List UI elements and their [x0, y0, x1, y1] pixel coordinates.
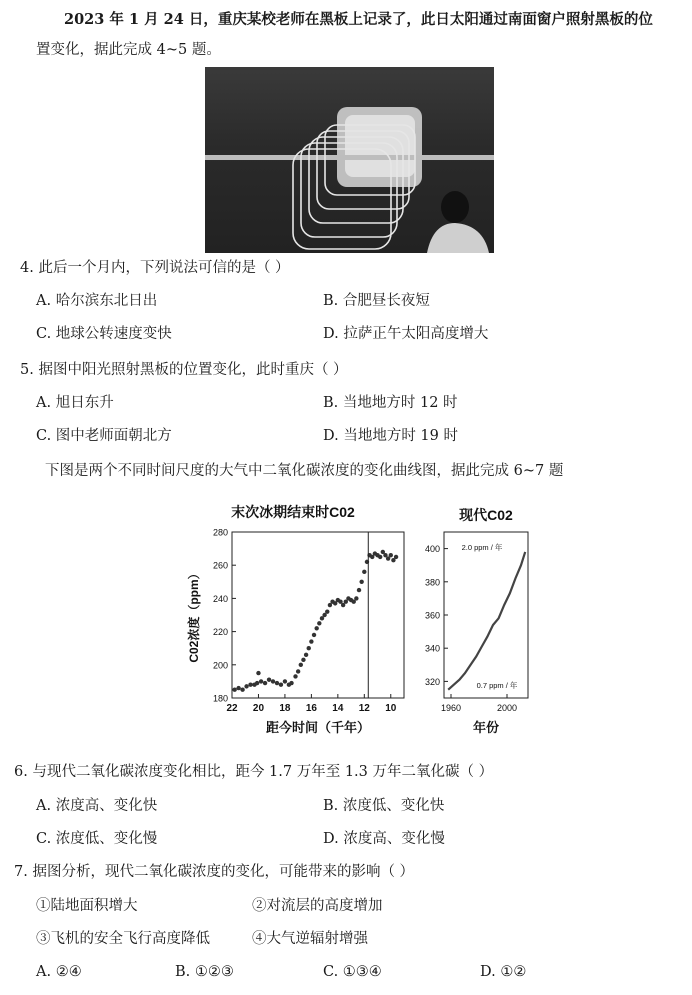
question-6-stem: 6. 与现代二氧化碳浓度变化相比，距今 1.7 万年至 1.3 万年二氧化碳（ ） [14, 764, 494, 780]
chart1-point [248, 683, 252, 687]
q4-option-a[interactable]: A. 哈尔滨东北日出 [36, 293, 158, 309]
q6-option-c[interactable]: C. 浓度低、变化慢 [36, 831, 158, 847]
chart1-point [236, 686, 240, 690]
chart2-ytick-label: 380 [424, 577, 440, 588]
chart1-point [307, 646, 311, 650]
blackboard-drawing [205, 67, 494, 253]
chart1-xlabel: 距今时间（千年） [265, 720, 371, 735]
chart1-point [289, 681, 293, 685]
co2-charts [186, 500, 531, 740]
q4-option-c[interactable]: C. 地球公转速度变快 [36, 326, 172, 342]
chart1-point [362, 570, 366, 574]
chart1-point [357, 588, 361, 592]
chart1-point [378, 555, 382, 559]
chart1-point [389, 553, 393, 557]
q7-option-d[interactable]: D. ①② [480, 964, 527, 980]
chart1-ytick-label: 220 [212, 627, 228, 638]
chart2-ytick-label: 320 [424, 676, 440, 687]
q7-option-a[interactable]: A. ②④ [36, 964, 82, 980]
chart1-ytick-label: 260 [212, 560, 228, 571]
chart1-xtick-label: 12 [358, 703, 370, 714]
chart2-frame [444, 532, 528, 698]
chart1-point [275, 681, 279, 685]
question-5-stem: 5. 据图中阳光照射黑板的位置变化，此时重庆（ ） [20, 362, 348, 378]
question-7-stem: 7. 据图分析，现代二氧化碳浓度的变化，可能带来的影响（ ） [14, 864, 415, 880]
chart1-point [314, 626, 318, 630]
q6-option-b[interactable]: B. 浓度低、变化快 [323, 798, 445, 814]
chart1-point [232, 688, 236, 692]
chart1-point [301, 658, 305, 662]
chart1-point [304, 653, 308, 657]
chart1-xtick-label: 10 [385, 703, 397, 714]
q4-option-b[interactable]: B. 合肥昼长夜短 [323, 293, 430, 309]
q5-option-c[interactable]: C. 图中老师面朝北方 [36, 428, 172, 444]
chart1-point [317, 621, 321, 625]
chart2-xtick-label: 1960 [440, 703, 462, 713]
q5-option-a[interactable]: A. 旭日东升 [36, 395, 114, 411]
chart1-ytick-label: 280 [212, 527, 228, 538]
chart1-point [256, 671, 260, 675]
q7-statement-1: ①陆地面积增大 [36, 898, 138, 914]
chart1-point [283, 679, 287, 683]
chart2-series-line [448, 552, 525, 690]
chart1-point [354, 596, 358, 600]
q7-statement-4: ④大气逆辐射增强 [252, 931, 368, 947]
q7-option-b[interactable]: B. ①②③ [175, 964, 234, 980]
intro-line-2: 置变化，据此完成 4~5 题。 [36, 42, 221, 58]
chart1-title: 末次冰期结束时C02 [231, 504, 355, 520]
chart1-point [309, 639, 313, 643]
blackboard-photo [205, 67, 494, 253]
chart2-ytick-label: 400 [424, 544, 440, 555]
chart2-title: 现代C02 [459, 507, 513, 523]
chart1-point [263, 681, 267, 685]
chart1-point [240, 688, 244, 692]
chart1-point [312, 633, 316, 637]
chart1-point [271, 679, 275, 683]
chart1-ytick-label: 240 [212, 593, 228, 604]
chart1-xtick-label: 14 [332, 703, 344, 714]
chart1-point [259, 679, 263, 683]
chart2-ytick-label: 360 [424, 610, 440, 621]
intro-line-1: 2023 年 1 月 24 日，重庆某校老师在黑板上记录了，此日太阳通过南面窗户照射黑板的位 [64, 11, 653, 28]
chart1-ytick-label: 180 [212, 693, 228, 704]
chart2-xlabel: 年份 [472, 720, 500, 735]
q5-option-d[interactable]: D. 当地地方时 19 时 [323, 428, 458, 444]
q7-statement-2: ②对流层的高度增加 [252, 898, 383, 914]
intro-2: 下图是两个不同时间尺度的大气中二氧化碳浓度的变化曲线图，据此完成 6~7 题 [45, 463, 564, 479]
chart2-xtick-label: 2000 [496, 703, 518, 713]
chart2-annotation-bottom: 0.7 ppm / 年 [476, 681, 518, 690]
chart1-xtick-label: 20 [252, 703, 265, 714]
chart1-point [293, 674, 297, 678]
q6-option-a[interactable]: A. 浓度高、变化快 [36, 798, 158, 814]
question-4-stem: 4. 此后一个月内，下列说法可信的是（ ） [20, 260, 290, 276]
co2-charts-svg [186, 500, 531, 740]
q7-statement-3: ③飞机的安全飞行高度降低 [36, 931, 210, 947]
chart1-ytick-label: 200 [212, 660, 228, 671]
chart1-point [359, 580, 363, 584]
q4-option-d[interactable]: D. 拉萨正午太阳高度增大 [323, 326, 489, 342]
chart1-point [255, 681, 259, 685]
chart1-point [296, 669, 300, 673]
chart1-point [394, 555, 398, 559]
chart1-xtick-label: 16 [305, 703, 317, 714]
chart1-point [299, 663, 303, 667]
q5-option-b[interactable]: B. 当地地方时 12 时 [323, 395, 458, 411]
chart1-xtick-label: 18 [279, 703, 291, 714]
chart1-point [279, 683, 283, 687]
q6-option-d[interactable]: D. 浓度高、变化慢 [323, 831, 445, 847]
chart2-annotation-top: 2.0 ppm / 年 [461, 543, 503, 552]
chart1-ylabel: C02浓度（ppm） [187, 567, 201, 663]
chart2-ytick-label: 340 [424, 643, 440, 654]
chart1-point [244, 684, 248, 688]
chart1-point [325, 609, 329, 613]
chart1-xtick-label: 22 [226, 703, 238, 714]
q7-option-c[interactable]: C. ①③④ [323, 964, 382, 980]
chart1-point [267, 678, 271, 682]
